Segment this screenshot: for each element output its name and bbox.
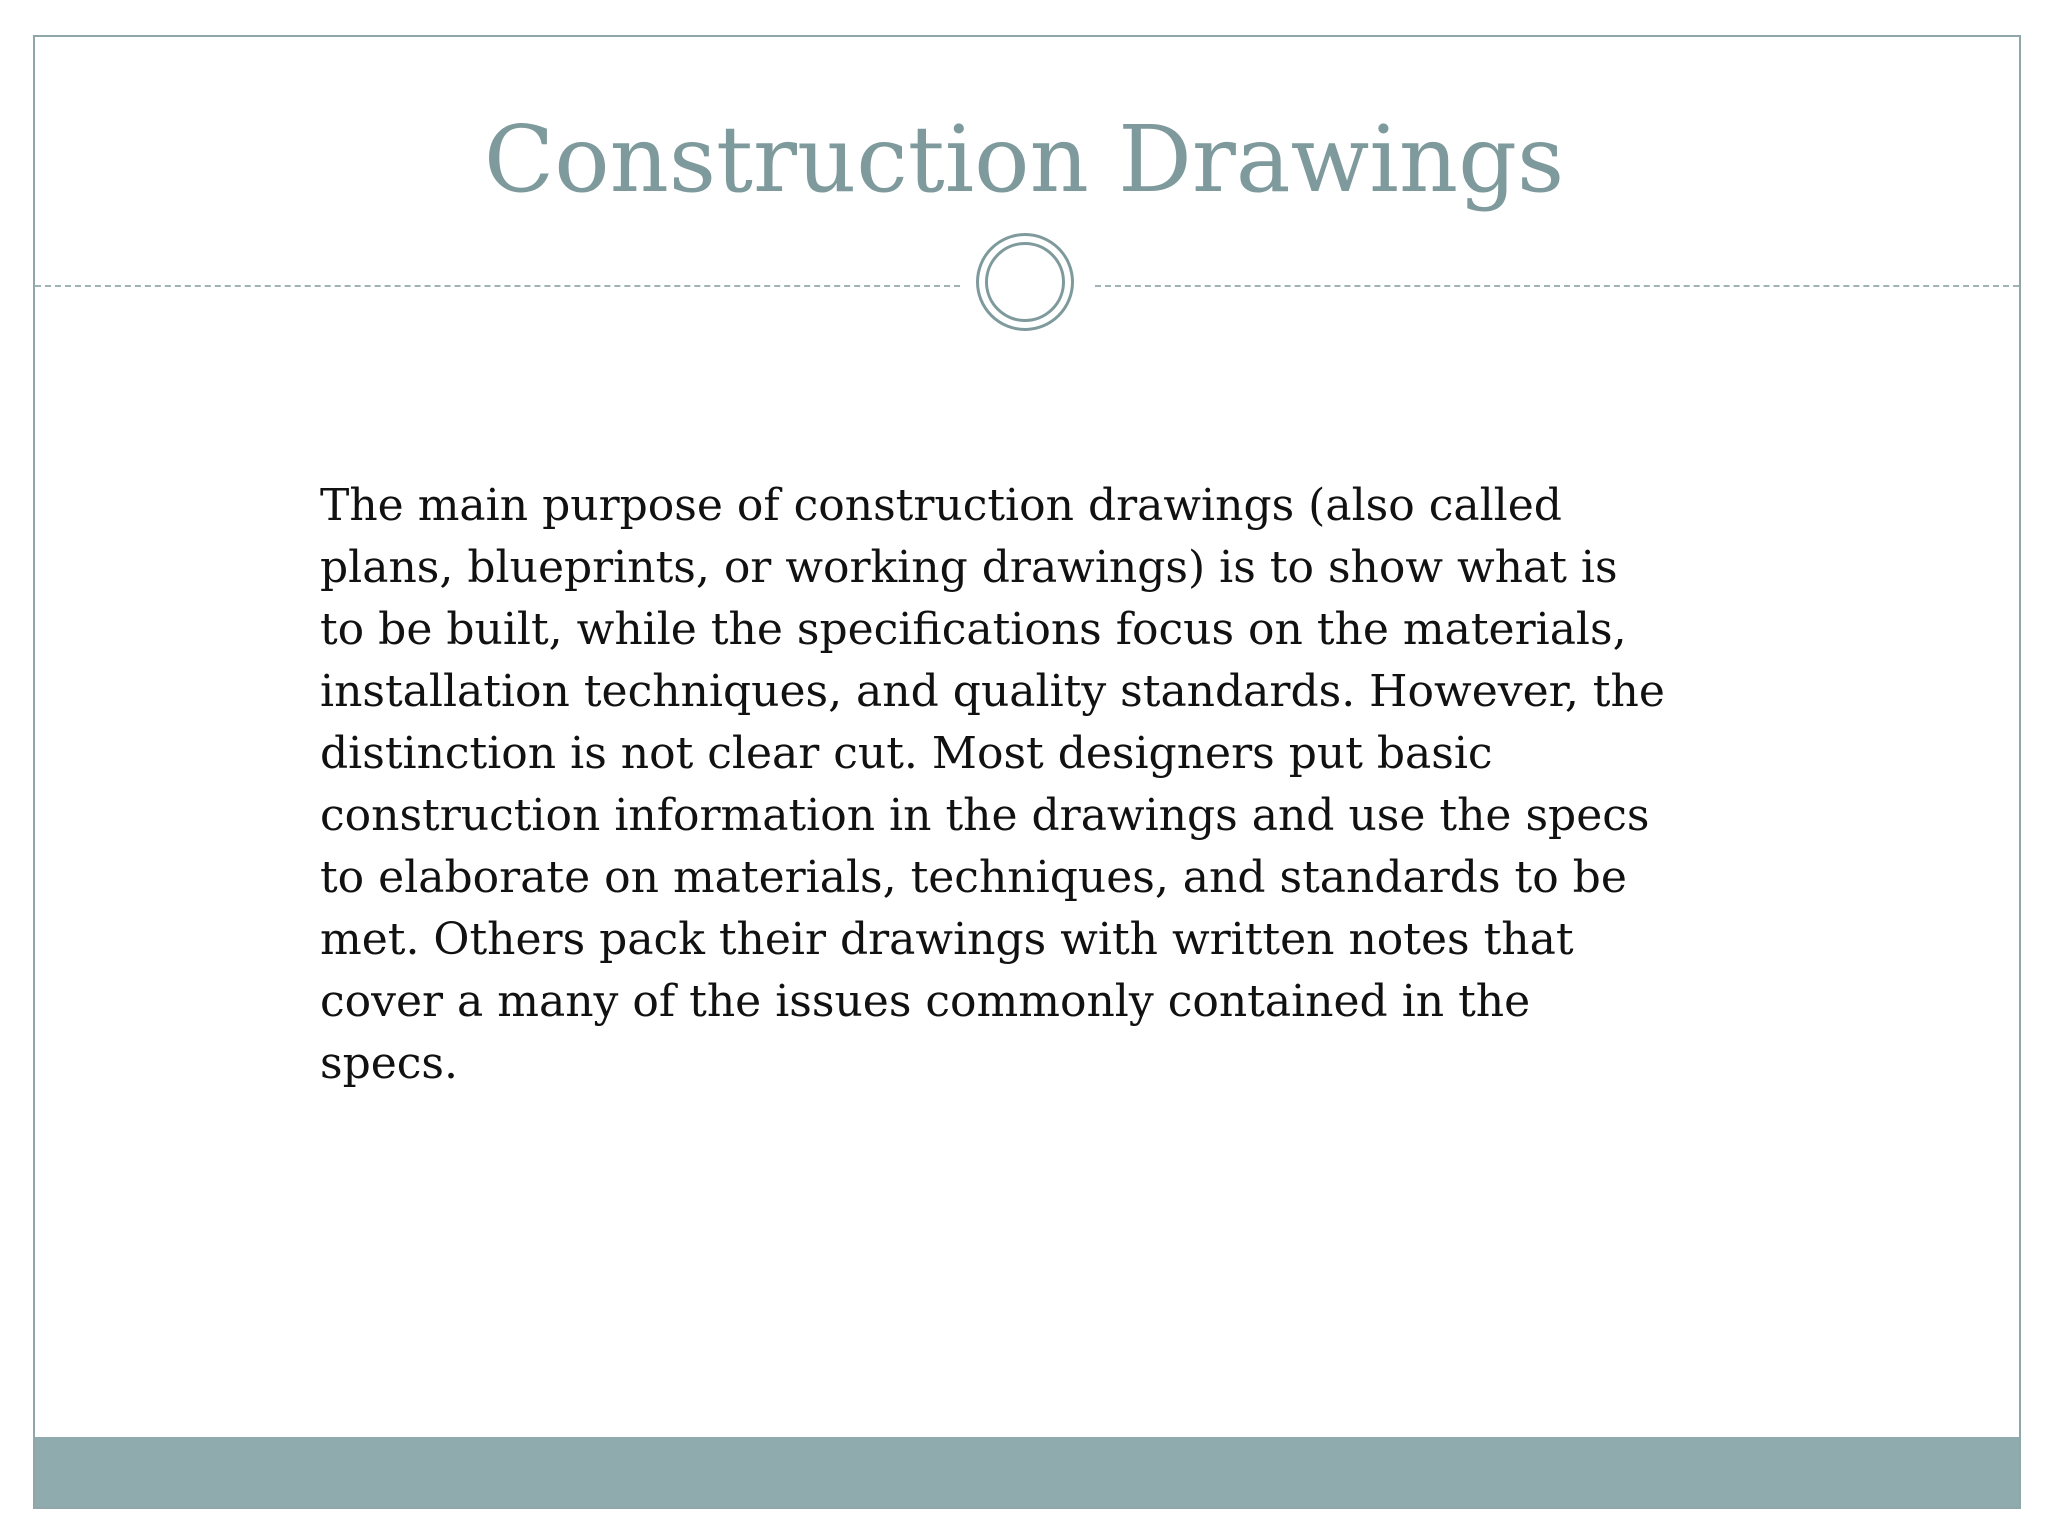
footer-bar: [35, 1437, 2019, 1507]
slide-body-text: The main purpose of construction drawings (also called plans, blueprints, or working drawings) is to show what is to be built, while the specifications focus on the materials, installation techniques, and quality standards. However, the distinction is not clear cut. Most designers put basic construction information in the drawings and use the specs to elaborate on materials, techniques, and standards to be met. Others pack their drawings with written notes that cover a many of the issues commonly contained in the specs.: [320, 480, 1665, 1089]
title-divider-left: [35, 285, 960, 287]
double-circle-inner-ring: [985, 242, 1065, 322]
title-divider-right: [1095, 285, 2019, 287]
double-circle-icon: [976, 233, 1074, 331]
slide-title: Construction Drawings: [483, 106, 1565, 213]
